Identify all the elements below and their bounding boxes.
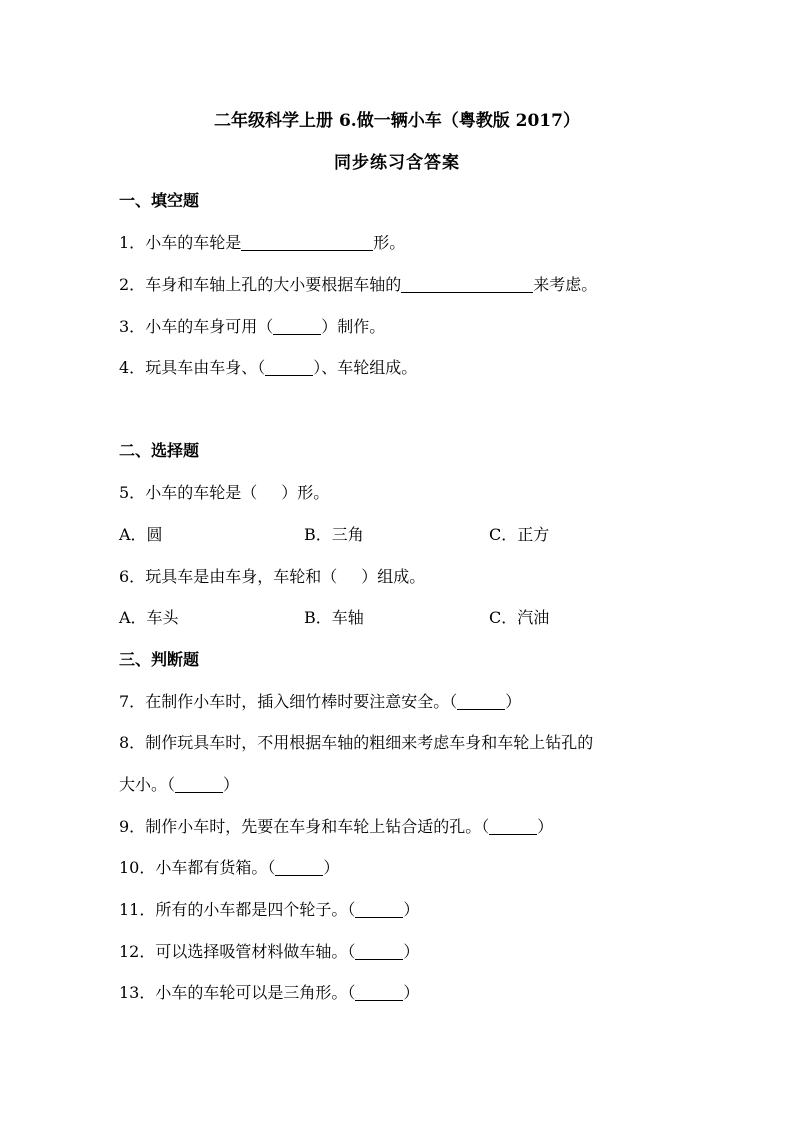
question-number: 12． <box>119 942 156 961</box>
question-number: 4． <box>119 358 146 377</box>
section-heading-multiple-choice: 二、选择题 <box>119 441 200 460</box>
section-heading-fill-blank: 一、填空题 <box>119 191 200 210</box>
question-text-end: ）、车轮组成。 <box>313 358 418 377</box>
answer-blank[interactable] <box>355 943 403 960</box>
answer-blank[interactable] <box>489 818 537 835</box>
question-2 <box>119 275 597 295</box>
question-number: 5． <box>119 483 146 502</box>
page-subtitle: 同步练习含答案 <box>334 153 460 173</box>
question-5 <box>119 483 329 503</box>
question-text-end: ） <box>537 817 554 836</box>
question-12 <box>119 942 419 962</box>
question-number: 2． <box>119 275 146 294</box>
question-number: 9． <box>119 817 146 836</box>
question-text: 玩具车是由车身，车轮和（ <box>145 567 338 586</box>
question-text: 小车的车身可用（ <box>145 317 274 336</box>
question-number: 13． <box>119 983 156 1002</box>
question-number: 3． <box>119 317 146 336</box>
question-6 <box>119 567 425 587</box>
question-text: 小车的车轮是（ <box>145 483 258 502</box>
question-9 <box>119 817 553 837</box>
question-3 <box>119 317 385 337</box>
answer-blank[interactable] <box>241 234 373 251</box>
question-text: 小车都有货箱。（ <box>155 858 276 877</box>
question-number: 8． <box>119 733 146 752</box>
question-text: 制作玩具车时，不用根据车轴的粗细来考虑车身和车轮上钻孔的 <box>145 733 594 752</box>
question-13 <box>119 983 419 1003</box>
question-text-end: 形。 <box>373 233 406 252</box>
question-text: 玩具车由车身、（ <box>145 358 266 377</box>
question-text: 小车的车轮是 <box>145 233 242 252</box>
question-text: 所有的小车都是四个轮子。（ <box>155 900 356 919</box>
question-text: 可以选择吸管材料做车轴。（ <box>155 942 356 961</box>
question-7 <box>119 692 521 712</box>
option-b[interactable]: B．三角 <box>304 525 364 544</box>
question-number: 1． <box>119 233 146 252</box>
answer-blank[interactable] <box>355 901 403 918</box>
question-text: 小车的车轮可以是三角形。（ <box>155 983 356 1002</box>
question-text-end: ） <box>403 942 420 961</box>
question-1 <box>119 233 405 253</box>
question-number: 10． <box>119 858 156 877</box>
page-title: 二年级科学上册 6.做一辆小车（粤教版 2017） <box>214 111 580 131</box>
answer-blank[interactable] <box>457 693 505 710</box>
option-a[interactable]: A．圆 <box>119 525 163 544</box>
question-4 <box>119 358 417 378</box>
question-text-end: ）组成。 <box>361 567 426 586</box>
answer-blank[interactable] <box>401 276 533 293</box>
question-number: 11． <box>119 900 156 919</box>
question-text-continued: 大小。（ <box>119 775 176 794</box>
question-11 <box>119 900 419 920</box>
option-c[interactable]: C．正方 <box>489 525 550 544</box>
question-text-end: ） <box>505 692 522 711</box>
answer-blank[interactable] <box>275 859 323 876</box>
section-heading-true-false: 三、判断题 <box>119 650 200 669</box>
option-b[interactable]: B．车轴 <box>304 608 364 627</box>
option-a[interactable]: A．车头 <box>119 608 179 627</box>
question-text-end: ） <box>403 900 420 919</box>
question-text-end: 来考虑。 <box>533 275 598 294</box>
answer-blank[interactable] <box>355 984 403 1001</box>
question-text: 在制作小车时，插入细竹棒时要注意安全。（ <box>145 692 458 711</box>
question-number: 7． <box>119 692 146 711</box>
answer-blank[interactable] <box>175 776 223 793</box>
question-text-end: ）制作。 <box>321 317 386 336</box>
answer-blank[interactable] <box>265 359 313 376</box>
question-text: 车身和车轴上孔的大小要根据车轴的 <box>145 275 402 294</box>
question-text: 制作小车时，先要在车身和车轮上钻合适的孔。（ <box>145 817 490 836</box>
option-c[interactable]: C．汽油 <box>489 608 550 627</box>
question-number: 6． <box>119 567 146 586</box>
question-text-end: ）形。 <box>281 483 330 502</box>
question-8 <box>119 733 593 753</box>
answer-blank[interactable] <box>273 318 321 335</box>
question-text-end: ） <box>323 858 340 877</box>
question-text-end: ） <box>223 775 240 794</box>
question-8-continued <box>119 775 239 795</box>
question-10 <box>119 858 339 878</box>
question-text-end: ） <box>403 983 420 1002</box>
